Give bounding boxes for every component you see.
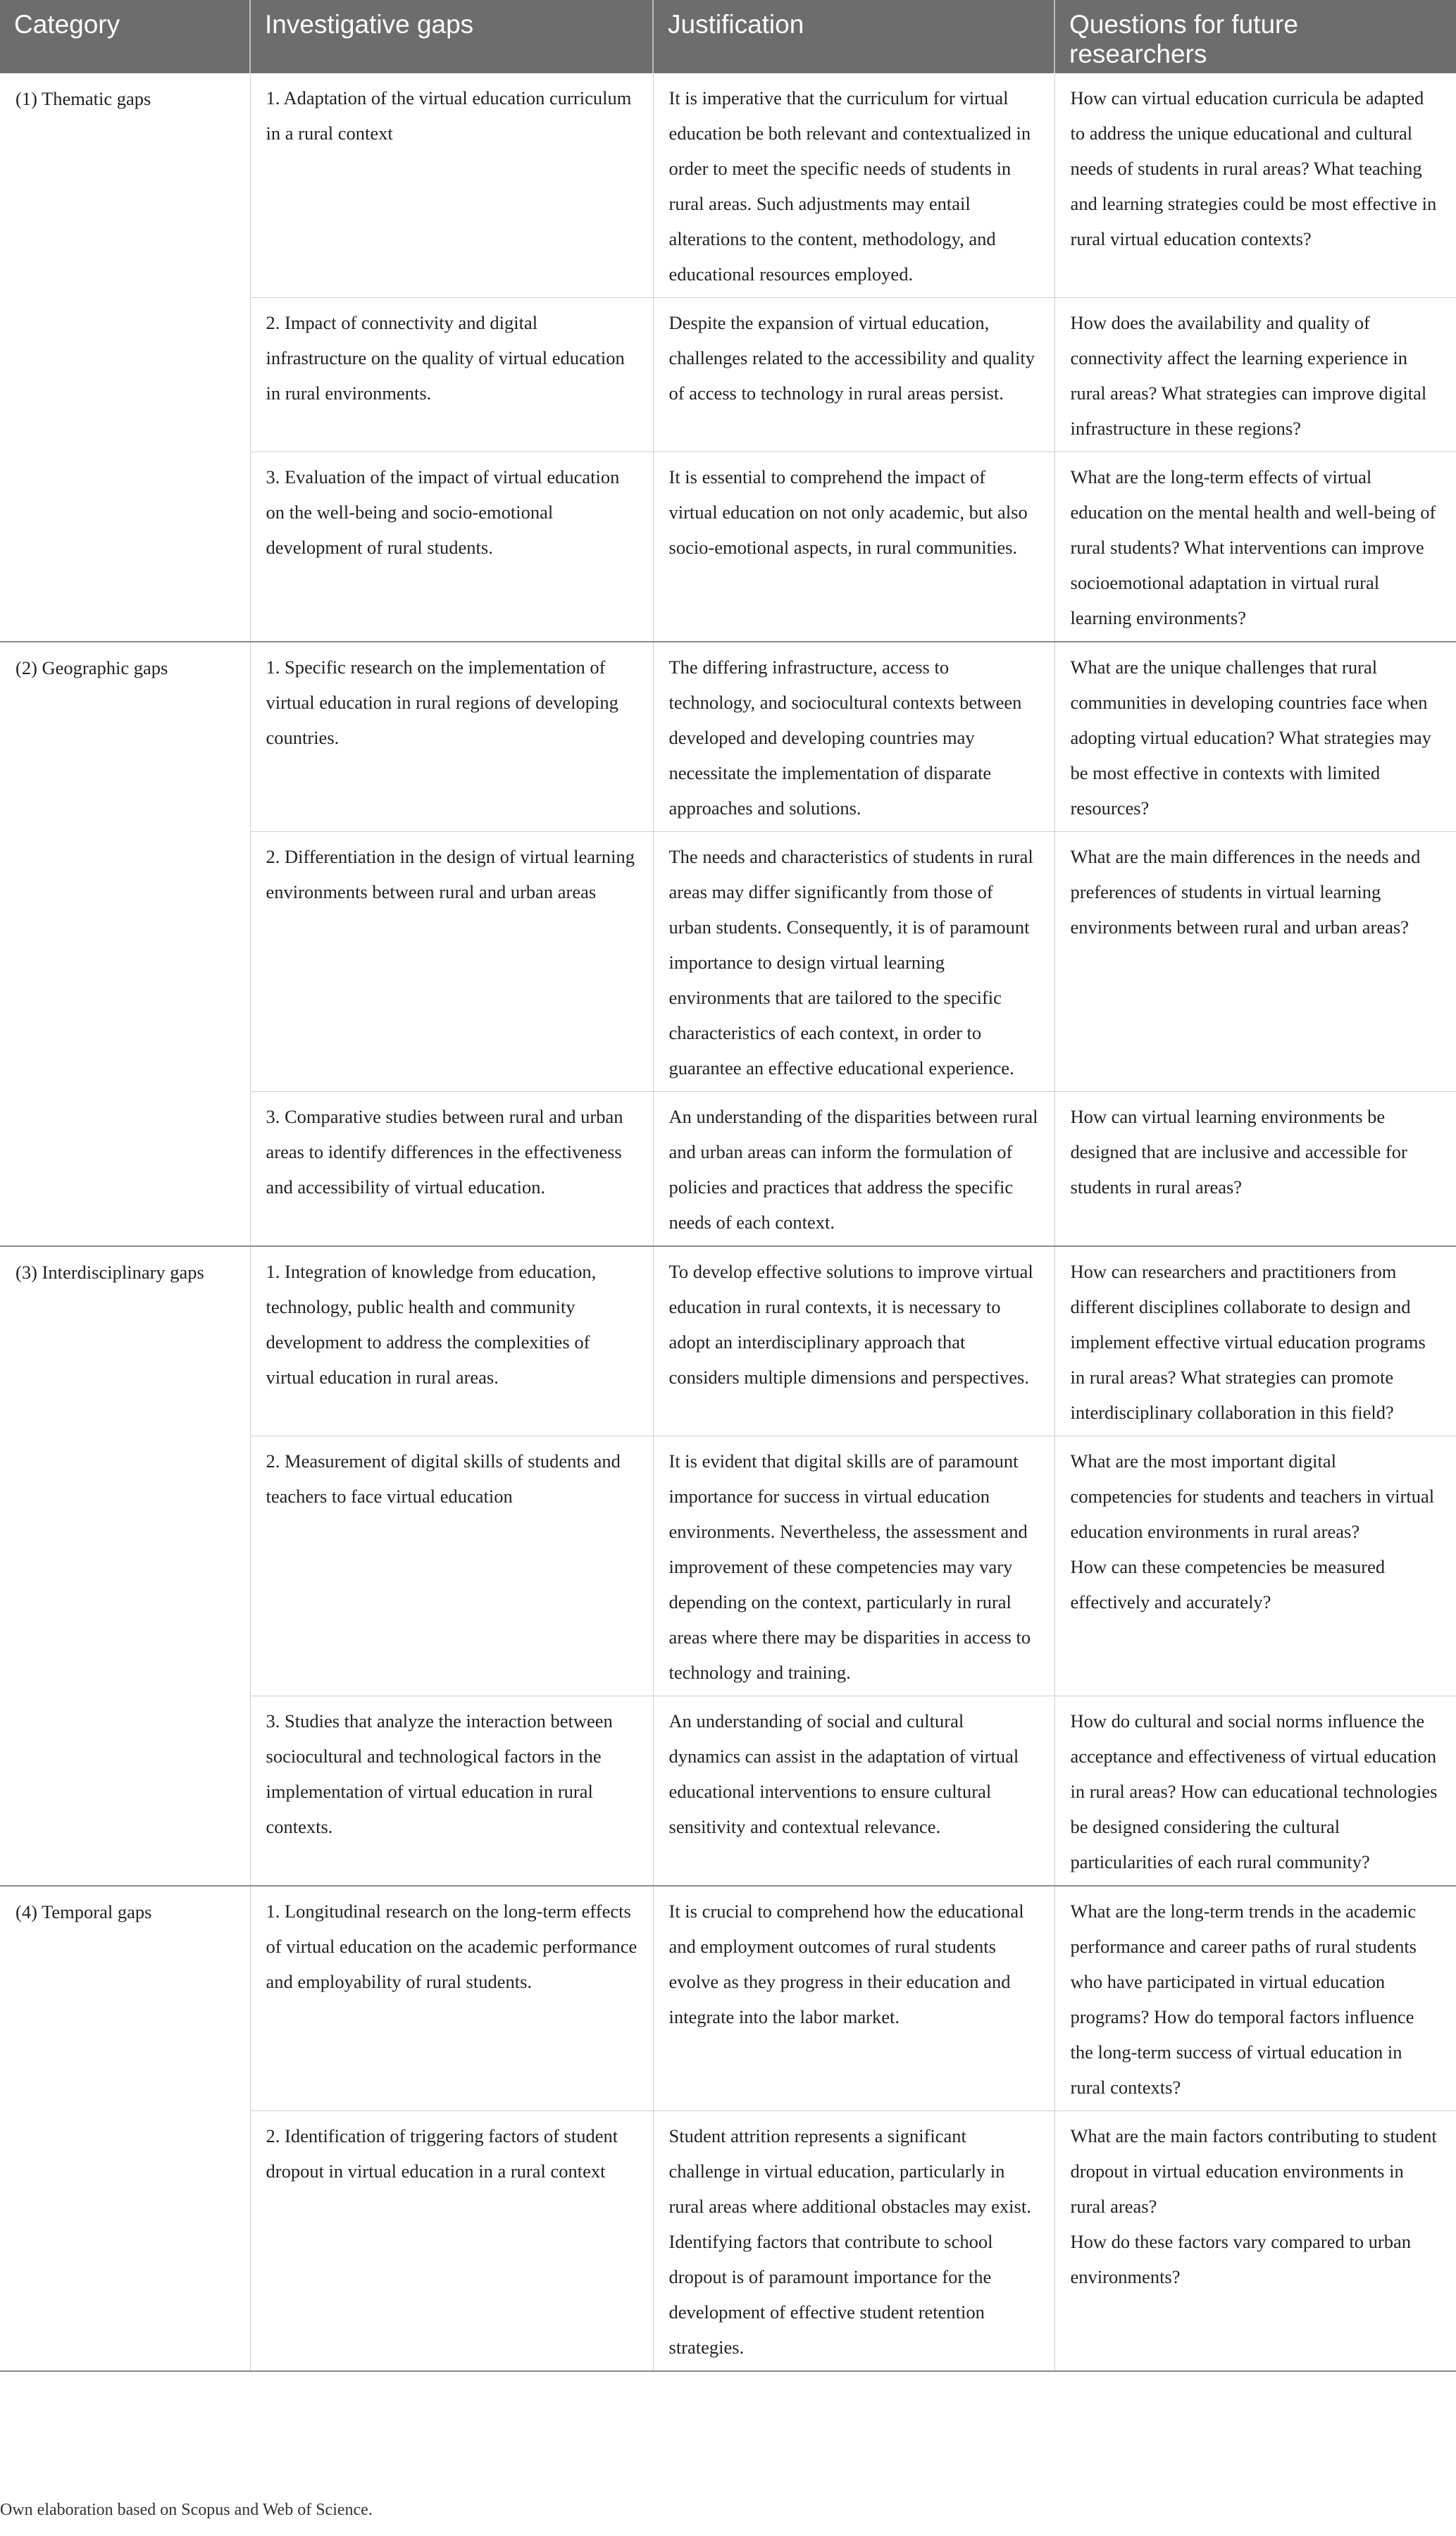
investigative-gap-cell: 3. Evaluation of the impact of virtual education on the well-being and socio-emotional development of rural students. <box>250 452 653 642</box>
header-justification: Justification <box>653 0 1054 73</box>
justification-cell: It is essential to comprehend the impact of virtual education on not only academic, but also socio-emotional aspects, in rural communities. <box>653 452 1054 642</box>
table-row <box>0 1886 1456 2111</box>
justification-cell: The differing infrastructure, access to technology, and sociocultural contexts between developed and developing countries may necessitate the implementation of disparate approaches and solutions. <box>653 642 1054 832</box>
header-questions: Questions for future researchers <box>1054 0 1456 73</box>
questions-cell: How does the availability and quality of connectivity affect the learning experience in rural areas? What strategies can improve digital infrastructure in these regions? <box>1054 298 1456 452</box>
category-cell: (3) Interdisciplinary gaps <box>0 1246 250 1886</box>
category-cell: (4) Temporal gaps <box>0 1886 250 2371</box>
justification-cell: It is evident that digital skills are of paramount importance for success in virtual education environments. Nevertheless, the assessment and improvement of these competencies may vary depending on the context, particularly in rural areas where there may be disparities in access to technology and training. <box>653 1436 1054 1696</box>
table-body <box>0 73 1456 2371</box>
justification-cell: To develop effective solutions to improve virtual education in rural contexts, it is necessary to adopt an interdisciplinary approach that considers multiple dimensions and perspectives. <box>653 1246 1054 1436</box>
questions-cell: What are the unique challenges that rural communities in developing countries face when adopting virtual education? What strategies may be most effective in contexts with limited resources? <box>1054 642 1456 832</box>
header-category: Category <box>0 0 250 73</box>
justification-cell: Student attrition represents a significant challenge in virtual education, particularly in rural areas where additional obstacles may exist. Identifying factors that contribute to school dropout is of paramount importance for the development of effective student retention strategies. <box>653 2111 1054 2372</box>
table-row <box>0 73 1456 298</box>
investigative-gap-cell: 2. Measurement of digital skills of students and teachers to face virtual education <box>250 1436 653 1696</box>
questions-cell: What are the long-term effects of virtual education on the mental health and well-being of rural students? What interventions can improve socioemotional adaptation in virtual rural learning environments? <box>1054 452 1456 642</box>
table-row <box>0 1246 1456 1436</box>
investigative-gap-cell: 3. Comparative studies between rural and urban areas to identify differences in the effectiveness and accessibility of virtual education. <box>250 1092 653 1247</box>
questions-cell: How can researchers and practitioners from different disciplines collaborate to design and implement effective virtual education programs in rural areas? What strategies can promote interdisciplinary collaboration in this field? <box>1054 1246 1456 1436</box>
questions-cell: How can virtual learning environments be designed that are inclusive and accessible for students in rural areas? <box>1054 1092 1456 1247</box>
category-cell: (2) Geographic gaps <box>0 642 250 1246</box>
questions-cell: What are the most important digital competencies for students and teachers in virtual education environments in rural areas? How can these competencies be measured effectively and accurately? <box>1054 1436 1456 1696</box>
table-header <box>0 0 1456 73</box>
justification-cell: An understanding of social and cultural dynamics can assist in the adaptation of virtual educational interventions to ensure cultural sensitivity and contextual relevance. <box>653 1696 1054 1887</box>
investigative-gap-cell: 2. Identification of triggering factors of student dropout in virtual education in a rural context <box>250 2111 653 2372</box>
table-row <box>0 642 1456 832</box>
investigative-gap-cell: 2. Differentiation in the design of virtual learning environments between rural and urban areas <box>250 832 653 1092</box>
investigative-gap-cell: 1. Adaptation of the virtual education curriculum in a rural context <box>250 73 653 298</box>
table-footnote: Own elaboration based on Scopus and Web of Science. <box>0 2501 373 2519</box>
questions-cell: What are the main factors contributing to student dropout in virtual education environments in rural areas? How do these factors vary compared to urban environments? <box>1054 2111 1456 2372</box>
header-investigative-gaps: Investigative gaps <box>250 0 653 73</box>
investigative-gap-cell: 2. Impact of connectivity and digital infrastructure on the quality of virtual education in rural environments. <box>250 298 653 452</box>
justification-cell: An understanding of the disparities between rural and urban areas can inform the formulation of policies and practices that address the specific needs of each context. <box>653 1092 1054 1247</box>
investigative-gap-cell: 1. Specific research on the implementation of virtual education in rural regions of developing countries. <box>250 642 653 832</box>
investigative-gap-cell: 1. Integration of knowledge from education, technology, public health and community development to address the complexities of virtual education in rural areas. <box>250 1246 653 1436</box>
header-row <box>0 0 1456 73</box>
questions-cell: How do cultural and social norms influence the acceptance and effectiveness of virtual education in rural areas? How can educational technologies be designed considering the cultural particularities of each rural community? <box>1054 1696 1456 1887</box>
investigative-gap-cell: 3. Studies that analyze the interaction between sociocultural and technological factors in the implementation of virtual education in rural contexts. <box>250 1696 653 1887</box>
justification-cell: Despite the expansion of virtual education, challenges related to the accessibility and quality of access to technology in rural areas persist. <box>653 298 1054 452</box>
justification-cell: The needs and characteristics of students in rural areas may differ significantly from those of urban students. Consequently, it is of paramount importance to design virtual learning environments that are tailored to the specific characteristics of each context, in order to guarantee an effective educational experience. <box>653 832 1054 1092</box>
justification-cell: It is imperative that the curriculum for virtual education be both relevant and contextualized in order to meet the specific needs of students in rural areas. Such adjustments may entail alterations to the content, methodology, and educational resources employed. <box>653 73 1054 298</box>
justification-cell: It is crucial to comprehend how the educational and employment outcomes of rural students evolve as they progress in their education and integrate into the labor market. <box>653 1886 1054 2111</box>
questions-cell: How can virtual education curricula be adapted to address the unique educational and cultural needs of students in rural areas? What teaching and learning strategies could be most effective in rural virtual education contexts? <box>1054 73 1456 298</box>
questions-cell: What are the long-term trends in the academic performance and career paths of rural students who have participated in virtual education programs? How do temporal factors influence the long-term success of virtual education in rural contexts? <box>1054 1886 1456 2111</box>
investigative-gap-cell: 1. Longitudinal research on the long-term effects of virtual education on the academic performance and employability of rural students. <box>250 1886 653 2111</box>
questions-cell: What are the main differences in the needs and preferences of students in virtual learning environments between rural and urban areas? <box>1054 832 1456 1092</box>
category-cell: (1) Thematic gaps <box>0 73 250 642</box>
